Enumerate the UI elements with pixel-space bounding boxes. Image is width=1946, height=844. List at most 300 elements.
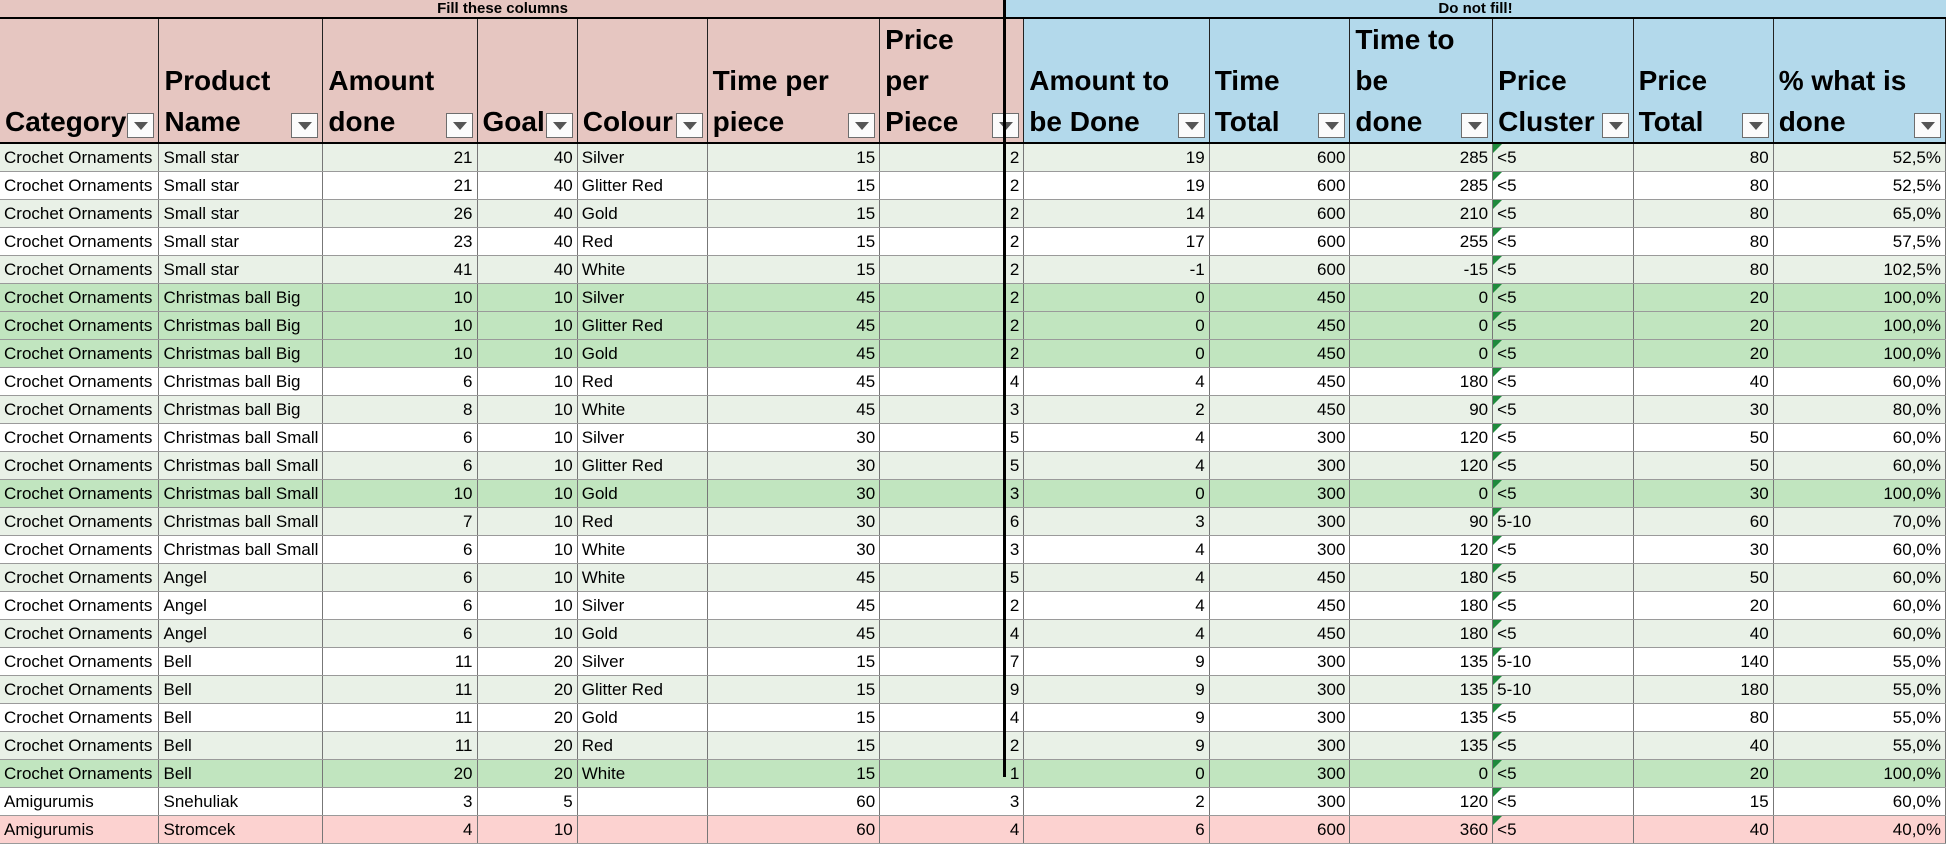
column-header-price-total[interactable] xyxy=(1633,19,1773,143)
cell-amount-done[interactable]: 41 xyxy=(323,256,477,284)
cell-goal[interactable]: 10 xyxy=(477,592,577,620)
cell-category[interactable]: Crochet Ornaments xyxy=(0,480,159,508)
cell-product-name[interactable]: Angel xyxy=(159,620,323,648)
cell-pct-what-is-done[interactable]: 52,5% xyxy=(1773,143,1945,172)
cell-amount-done[interactable]: 10 xyxy=(323,284,477,312)
filter-dropdown-icon[interactable] xyxy=(676,113,703,138)
cell-category[interactable]: Crochet Ornaments xyxy=(0,760,159,788)
cell-goal[interactable]: 40 xyxy=(477,228,577,256)
cell-time-to-be-done[interactable]: 120 xyxy=(1350,424,1493,452)
cell-amount-done[interactable]: 11 xyxy=(323,704,477,732)
cell-goal[interactable]: 40 xyxy=(477,256,577,284)
cell-colour[interactable]: Silver xyxy=(577,284,707,312)
cell-amount-to-be-done[interactable]: 4 xyxy=(1024,536,1209,564)
cell-goal[interactable]: 40 xyxy=(477,200,577,228)
filter-dropdown-icon[interactable] xyxy=(291,113,318,138)
cell-colour[interactable]: Gold xyxy=(577,200,707,228)
cell-product-name[interactable]: Christmas ball Small xyxy=(159,452,323,480)
cell-amount-done[interactable]: 6 xyxy=(323,536,477,564)
cell-time-per-piece[interactable]: 15 xyxy=(707,760,880,788)
cell-amount-to-be-done[interactable]: 0 xyxy=(1024,760,1209,788)
cell-goal[interactable]: 20 xyxy=(477,648,577,676)
filter-dropdown-icon[interactable] xyxy=(848,113,875,138)
cell-pct-what-is-done[interactable]: 100,0% xyxy=(1773,340,1945,368)
cell-colour[interactable]: White xyxy=(577,536,707,564)
cell-price-total[interactable]: 180 xyxy=(1633,676,1773,704)
cell-pct-what-is-done[interactable]: 60,0% xyxy=(1773,564,1945,592)
cell-price-per-piece[interactable]: 2 xyxy=(880,172,1024,200)
cell-time-total[interactable]: 300 xyxy=(1209,732,1350,760)
cell-goal[interactable]: 10 xyxy=(477,620,577,648)
filter-dropdown-icon[interactable] xyxy=(446,113,473,138)
cell-price-cluster[interactable]: <5 xyxy=(1493,452,1633,480)
cell-category[interactable]: Crochet Ornaments xyxy=(0,172,159,200)
cell-colour[interactable]: Red xyxy=(577,508,707,536)
cell-amount-done[interactable]: 10 xyxy=(323,312,477,340)
cell-time-per-piece[interactable]: 15 xyxy=(707,200,880,228)
cell-time-to-be-done[interactable]: 180 xyxy=(1350,564,1493,592)
cell-category[interactable]: Crochet Ornaments xyxy=(0,228,159,256)
cell-category[interactable]: Crochet Ornaments xyxy=(0,564,159,592)
filter-dropdown-icon[interactable] xyxy=(127,113,154,138)
cell-amount-to-be-done[interactable]: 0 xyxy=(1024,480,1209,508)
cell-price-total[interactable]: 40 xyxy=(1633,732,1773,760)
cell-product-name[interactable]: Christmas ball Small xyxy=(159,424,323,452)
cell-time-total[interactable]: 450 xyxy=(1209,396,1350,424)
cell-goal[interactable]: 5 xyxy=(477,788,577,816)
cell-price-per-piece[interactable]: 4 xyxy=(880,620,1024,648)
column-header-amount-to-be-done[interactable] xyxy=(1024,19,1209,143)
cell-category[interactable]: Crochet Ornaments xyxy=(0,424,159,452)
cell-price-per-piece[interactable]: 3 xyxy=(880,396,1024,424)
cell-product-name[interactable]: Angel xyxy=(159,592,323,620)
cell-product-name[interactable]: Christmas ball Small xyxy=(159,480,323,508)
cell-product-name[interactable]: Snehuliak xyxy=(159,788,323,816)
cell-time-per-piece[interactable]: 45 xyxy=(707,564,880,592)
cell-amount-done[interactable]: 7 xyxy=(323,508,477,536)
cell-price-total[interactable]: 20 xyxy=(1633,760,1773,788)
cell-time-per-piece[interactable]: 15 xyxy=(707,256,880,284)
cell-category[interactable]: Crochet Ornaments xyxy=(0,704,159,732)
cell-product-name[interactable]: Bell xyxy=(159,704,323,732)
cell-time-per-piece[interactable]: 30 xyxy=(707,508,880,536)
cell-product-name[interactable]: Bell xyxy=(159,676,323,704)
cell-time-total[interactable]: 300 xyxy=(1209,704,1350,732)
column-header-goal[interactable] xyxy=(477,19,577,143)
cell-time-per-piece[interactable]: 45 xyxy=(707,592,880,620)
cell-time-to-be-done[interactable]: 0 xyxy=(1350,340,1493,368)
cell-time-per-piece[interactable]: 30 xyxy=(707,536,880,564)
cell-time-per-piece[interactable]: 15 xyxy=(707,143,880,172)
cell-product-name[interactable]: Bell xyxy=(159,648,323,676)
column-header-amount-done[interactable] xyxy=(323,19,477,143)
filter-dropdown-icon[interactable] xyxy=(1742,113,1769,138)
cell-pct-what-is-done[interactable]: 100,0% xyxy=(1773,284,1945,312)
cell-price-cluster[interactable]: 5-10 xyxy=(1493,508,1633,536)
cell-time-total[interactable]: 300 xyxy=(1209,424,1350,452)
cell-colour[interactable]: Silver xyxy=(577,592,707,620)
cell-product-name[interactable]: Stromcek xyxy=(159,816,323,844)
cell-amount-to-be-done[interactable]: 9 xyxy=(1024,704,1209,732)
cell-time-total[interactable]: 600 xyxy=(1209,143,1350,172)
cell-time-to-be-done[interactable]: 0 xyxy=(1350,312,1493,340)
cell-amount-done[interactable]: 6 xyxy=(323,452,477,480)
cell-price-total[interactable]: 30 xyxy=(1633,396,1773,424)
cell-amount-to-be-done[interactable]: 19 xyxy=(1024,172,1209,200)
cell-time-per-piece[interactable]: 60 xyxy=(707,816,880,844)
cell-category[interactable]: Crochet Ornaments xyxy=(0,676,159,704)
cell-price-total[interactable]: 80 xyxy=(1633,143,1773,172)
cell-colour[interactable]: Red xyxy=(577,228,707,256)
cell-price-per-piece[interactable]: 2 xyxy=(880,143,1024,172)
cell-product-name[interactable]: Small star xyxy=(159,143,323,172)
cell-time-to-be-done[interactable]: 135 xyxy=(1350,648,1493,676)
cell-time-per-piece[interactable]: 30 xyxy=(707,480,880,508)
cell-time-to-be-done[interactable]: 90 xyxy=(1350,396,1493,424)
cell-category[interactable]: Crochet Ornaments xyxy=(0,340,159,368)
cell-amount-to-be-done[interactable]: 14 xyxy=(1024,200,1209,228)
cell-amount-done[interactable]: 6 xyxy=(323,564,477,592)
cell-time-per-piece[interactable]: 45 xyxy=(707,368,880,396)
cell-price-cluster[interactable]: <5 xyxy=(1493,592,1633,620)
cell-category[interactable]: Amigurumis xyxy=(0,788,159,816)
cell-goal[interactable]: 20 xyxy=(477,732,577,760)
cell-time-per-piece[interactable]: 45 xyxy=(707,620,880,648)
cell-pct-what-is-done[interactable]: 55,0% xyxy=(1773,676,1945,704)
cell-amount-done[interactable]: 21 xyxy=(323,143,477,172)
cell-price-cluster[interactable]: <5 xyxy=(1493,704,1633,732)
cell-price-per-piece[interactable]: 3 xyxy=(880,536,1024,564)
cell-time-total[interactable]: 450 xyxy=(1209,284,1350,312)
cell-price-total[interactable]: 30 xyxy=(1633,480,1773,508)
cell-price-cluster[interactable]: <5 xyxy=(1493,284,1633,312)
cell-colour[interactable]: Gold xyxy=(577,704,707,732)
cell-time-total[interactable]: 300 xyxy=(1209,536,1350,564)
cell-price-per-piece[interactable]: 2 xyxy=(880,592,1024,620)
column-header-pct-what-is-done[interactable] xyxy=(1773,19,1945,143)
cell-price-per-piece[interactable]: 5 xyxy=(880,452,1024,480)
cell-time-total[interactable]: 600 xyxy=(1209,172,1350,200)
cell-amount-to-be-done[interactable]: 4 xyxy=(1024,452,1209,480)
column-header-colour[interactable] xyxy=(577,19,707,143)
cell-amount-done[interactable]: 20 xyxy=(323,760,477,788)
cell-category[interactable]: Crochet Ornaments xyxy=(0,620,159,648)
cell-price-total[interactable]: 20 xyxy=(1633,592,1773,620)
cell-colour[interactable]: Red xyxy=(577,732,707,760)
cell-goal[interactable]: 10 xyxy=(477,312,577,340)
cell-goal[interactable]: 10 xyxy=(477,340,577,368)
cell-product-name[interactable]: Small star xyxy=(159,256,323,284)
cell-amount-to-be-done[interactable]: 2 xyxy=(1024,788,1209,816)
cell-price-cluster[interactable]: 5-10 xyxy=(1493,676,1633,704)
cell-price-cluster[interactable]: <5 xyxy=(1493,760,1633,788)
cell-price-cluster[interactable]: <5 xyxy=(1493,480,1633,508)
cell-pct-what-is-done[interactable]: 60,0% xyxy=(1773,620,1945,648)
cell-time-to-be-done[interactable]: 120 xyxy=(1350,536,1493,564)
cell-amount-to-be-done[interactable]: 0 xyxy=(1024,340,1209,368)
cell-time-to-be-done[interactable]: 0 xyxy=(1350,760,1493,788)
cell-time-to-be-done[interactable]: 180 xyxy=(1350,368,1493,396)
cell-time-per-piece[interactable]: 60 xyxy=(707,788,880,816)
cell-category[interactable]: Crochet Ornaments xyxy=(0,508,159,536)
cell-price-cluster[interactable]: <5 xyxy=(1493,256,1633,284)
cell-time-total[interactable]: 450 xyxy=(1209,340,1350,368)
cell-time-total[interactable]: 450 xyxy=(1209,592,1350,620)
cell-time-to-be-done[interactable]: -15 xyxy=(1350,256,1493,284)
cell-pct-what-is-done[interactable]: 57,5% xyxy=(1773,228,1945,256)
cell-time-to-be-done[interactable]: 210 xyxy=(1350,200,1493,228)
cell-price-per-piece[interactable]: 2 xyxy=(880,284,1024,312)
cell-time-to-be-done[interactable]: 255 xyxy=(1350,228,1493,256)
cell-price-total[interactable]: 80 xyxy=(1633,256,1773,284)
cell-price-cluster[interactable]: <5 xyxy=(1493,732,1633,760)
cell-time-to-be-done[interactable]: 90 xyxy=(1350,508,1493,536)
cell-time-total[interactable]: 300 xyxy=(1209,508,1350,536)
cell-goal[interactable]: 10 xyxy=(477,480,577,508)
cell-goal[interactable]: 10 xyxy=(477,368,577,396)
cell-product-name[interactable]: Bell xyxy=(159,732,323,760)
cell-price-per-piece[interactable]: 4 xyxy=(880,704,1024,732)
cell-amount-done[interactable]: 6 xyxy=(323,424,477,452)
cell-amount-done[interactable]: 8 xyxy=(323,396,477,424)
cell-amount-done[interactable]: 11 xyxy=(323,648,477,676)
cell-price-cluster[interactable]: <5 xyxy=(1493,312,1633,340)
cell-colour[interactable] xyxy=(577,816,707,844)
cell-time-to-be-done[interactable]: 135 xyxy=(1350,704,1493,732)
cell-time-total[interactable]: 300 xyxy=(1209,480,1350,508)
cell-time-to-be-done[interactable]: 0 xyxy=(1350,480,1493,508)
cell-price-cluster[interactable]: <5 xyxy=(1493,816,1633,844)
cell-time-to-be-done[interactable]: 135 xyxy=(1350,732,1493,760)
cell-product-name[interactable]: Christmas ball Big xyxy=(159,312,323,340)
cell-goal[interactable]: 20 xyxy=(477,760,577,788)
cell-price-total[interactable]: 50 xyxy=(1633,564,1773,592)
cell-price-total[interactable]: 80 xyxy=(1633,704,1773,732)
cell-time-total[interactable]: 600 xyxy=(1209,228,1350,256)
cell-amount-to-be-done[interactable]: 9 xyxy=(1024,648,1209,676)
cell-goal[interactable]: 40 xyxy=(477,143,577,172)
cell-price-per-piece[interactable]: 3 xyxy=(880,788,1024,816)
cell-price-total[interactable]: 30 xyxy=(1633,536,1773,564)
cell-product-name[interactable]: Christmas ball Small xyxy=(159,536,323,564)
cell-amount-to-be-done[interactable]: 0 xyxy=(1024,284,1209,312)
cell-amount-done[interactable]: 6 xyxy=(323,592,477,620)
cell-price-total[interactable]: 50 xyxy=(1633,424,1773,452)
cell-amount-done[interactable]: 10 xyxy=(323,340,477,368)
cell-amount-done[interactable]: 11 xyxy=(323,732,477,760)
cell-amount-to-be-done[interactable]: 4 xyxy=(1024,620,1209,648)
cell-price-per-piece[interactable]: 9 xyxy=(880,676,1024,704)
cell-time-to-be-done[interactable]: 285 xyxy=(1350,172,1493,200)
cell-product-name[interactable]: Christmas ball Big xyxy=(159,340,323,368)
cell-amount-to-be-done[interactable]: 9 xyxy=(1024,676,1209,704)
cell-price-total[interactable]: 50 xyxy=(1633,452,1773,480)
cell-price-cluster[interactable]: <5 xyxy=(1493,172,1633,200)
cell-colour[interactable]: Gold xyxy=(577,340,707,368)
cell-time-per-piece[interactable]: 45 xyxy=(707,284,880,312)
cell-time-per-piece[interactable]: 15 xyxy=(707,172,880,200)
cell-colour[interactable] xyxy=(577,788,707,816)
cell-colour[interactable]: Silver xyxy=(577,143,707,172)
cell-pct-what-is-done[interactable]: 60,0% xyxy=(1773,452,1945,480)
cell-product-name[interactable]: Christmas ball Big xyxy=(159,396,323,424)
column-header-product-name[interactable] xyxy=(159,19,323,143)
cell-price-per-piece[interactable]: 4 xyxy=(880,368,1024,396)
cell-price-per-piece[interactable]: 5 xyxy=(880,424,1024,452)
cell-price-total[interactable]: 80 xyxy=(1633,228,1773,256)
cell-time-per-piece[interactable]: 15 xyxy=(707,228,880,256)
cell-price-per-piece[interactable]: 2 xyxy=(880,200,1024,228)
cell-category[interactable]: Crochet Ornaments xyxy=(0,452,159,480)
cell-pct-what-is-done[interactable]: 60,0% xyxy=(1773,424,1945,452)
cell-price-cluster[interactable]: <5 xyxy=(1493,424,1633,452)
cell-time-to-be-done[interactable]: 120 xyxy=(1350,788,1493,816)
cell-amount-to-be-done[interactable]: 3 xyxy=(1024,508,1209,536)
cell-price-per-piece[interactable]: 7 xyxy=(880,648,1024,676)
cell-category[interactable]: Crochet Ornaments xyxy=(0,368,159,396)
cell-goal[interactable]: 10 xyxy=(477,816,577,844)
cell-price-cluster[interactable]: <5 xyxy=(1493,620,1633,648)
cell-price-total[interactable]: 80 xyxy=(1633,200,1773,228)
cell-time-total[interactable]: 600 xyxy=(1209,816,1350,844)
cell-category[interactable]: Crochet Ornaments xyxy=(0,732,159,760)
cell-colour[interactable]: Gold xyxy=(577,480,707,508)
cell-price-cluster[interactable]: <5 xyxy=(1493,368,1633,396)
cell-time-to-be-done[interactable]: 180 xyxy=(1350,592,1493,620)
cell-category[interactable]: Crochet Ornaments xyxy=(0,256,159,284)
cell-time-total[interactable]: 300 xyxy=(1209,648,1350,676)
cell-colour[interactable]: Glitter Red xyxy=(577,452,707,480)
cell-time-per-piece[interactable]: 45 xyxy=(707,396,880,424)
cell-pct-what-is-done[interactable]: 55,0% xyxy=(1773,732,1945,760)
cell-colour[interactable]: White xyxy=(577,256,707,284)
cell-amount-done[interactable]: 10 xyxy=(323,480,477,508)
cell-colour[interactable]: White xyxy=(577,760,707,788)
cell-price-total[interactable]: 20 xyxy=(1633,284,1773,312)
column-header-time-per-piece[interactable] xyxy=(707,19,880,143)
cell-pct-what-is-done[interactable]: 65,0% xyxy=(1773,200,1945,228)
cell-time-per-piece[interactable]: 15 xyxy=(707,732,880,760)
cell-time-total[interactable]: 600 xyxy=(1209,200,1350,228)
cell-time-total[interactable]: 300 xyxy=(1209,760,1350,788)
cell-price-cluster[interactable]: <5 xyxy=(1493,143,1633,172)
cell-time-to-be-done[interactable]: 120 xyxy=(1350,452,1493,480)
cell-time-per-piece[interactable]: 45 xyxy=(707,312,880,340)
cell-product-name[interactable]: Christmas ball Big xyxy=(159,284,323,312)
cell-price-cluster[interactable]: 5-10 xyxy=(1493,648,1633,676)
cell-product-name[interactable]: Small star xyxy=(159,200,323,228)
cell-colour[interactable]: Red xyxy=(577,368,707,396)
cell-price-cluster[interactable]: <5 xyxy=(1493,788,1633,816)
cell-time-per-piece[interactable]: 45 xyxy=(707,340,880,368)
cell-pct-what-is-done[interactable]: 52,5% xyxy=(1773,172,1945,200)
cell-amount-to-be-done[interactable]: 17 xyxy=(1024,228,1209,256)
cell-amount-done[interactable]: 23 xyxy=(323,228,477,256)
cell-price-per-piece[interactable]: 1 xyxy=(880,760,1024,788)
cell-time-total[interactable]: 300 xyxy=(1209,452,1350,480)
cell-amount-to-be-done[interactable]: 2 xyxy=(1024,396,1209,424)
cell-time-total[interactable]: 450 xyxy=(1209,564,1350,592)
cell-time-per-piece[interactable]: 15 xyxy=(707,704,880,732)
cell-time-per-piece[interactable]: 15 xyxy=(707,648,880,676)
cell-colour[interactable]: Silver xyxy=(577,648,707,676)
cell-colour[interactable]: Glitter Red xyxy=(577,676,707,704)
cell-amount-done[interactable]: 26 xyxy=(323,200,477,228)
cell-amount-done[interactable]: 6 xyxy=(323,368,477,396)
cell-pct-what-is-done[interactable]: 60,0% xyxy=(1773,536,1945,564)
cell-pct-what-is-done[interactable]: 100,0% xyxy=(1773,312,1945,340)
cell-product-name[interactable]: Angel xyxy=(159,564,323,592)
cell-amount-done[interactable]: 21 xyxy=(323,172,477,200)
column-header-time-total[interactable] xyxy=(1209,19,1350,143)
cell-time-total[interactable]: 300 xyxy=(1209,676,1350,704)
cell-price-total[interactable]: 15 xyxy=(1633,788,1773,816)
cell-pct-what-is-done[interactable]: 102,5% xyxy=(1773,256,1945,284)
cell-price-per-piece[interactable]: 5 xyxy=(880,564,1024,592)
cell-pct-what-is-done[interactable]: 80,0% xyxy=(1773,396,1945,424)
cell-price-total[interactable]: 60 xyxy=(1633,508,1773,536)
cell-time-to-be-done[interactable]: 0 xyxy=(1350,284,1493,312)
cell-time-total[interactable]: 450 xyxy=(1209,368,1350,396)
cell-goal[interactable]: 10 xyxy=(477,424,577,452)
cell-colour[interactable]: Glitter Red xyxy=(577,172,707,200)
cell-time-per-piece[interactable]: 15 xyxy=(707,676,880,704)
cell-category[interactable]: Crochet Ornaments xyxy=(0,143,159,172)
cell-time-per-piece[interactable]: 30 xyxy=(707,424,880,452)
cell-pct-what-is-done[interactable]: 55,0% xyxy=(1773,704,1945,732)
cell-product-name[interactable]: Small star xyxy=(159,172,323,200)
cell-price-per-piece[interactable]: 2 xyxy=(880,340,1024,368)
cell-price-total[interactable]: 40 xyxy=(1633,368,1773,396)
cell-pct-what-is-done[interactable]: 100,0% xyxy=(1773,760,1945,788)
cell-amount-to-be-done[interactable]: 4 xyxy=(1024,592,1209,620)
filter-dropdown-icon[interactable] xyxy=(1461,113,1488,138)
cell-goal[interactable]: 10 xyxy=(477,564,577,592)
cell-colour[interactable]: Silver xyxy=(577,424,707,452)
cell-goal[interactable]: 40 xyxy=(477,172,577,200)
cell-goal[interactable]: 10 xyxy=(477,508,577,536)
cell-category[interactable]: Crochet Ornaments xyxy=(0,396,159,424)
cell-price-per-piece[interactable]: 6 xyxy=(880,508,1024,536)
cell-product-name[interactable]: Bell xyxy=(159,760,323,788)
cell-goal[interactable]: 10 xyxy=(477,452,577,480)
cell-time-to-be-done[interactable]: 285 xyxy=(1350,143,1493,172)
cell-product-name[interactable]: Small star xyxy=(159,228,323,256)
cell-amount-done[interactable]: 11 xyxy=(323,676,477,704)
cell-goal[interactable]: 10 xyxy=(477,536,577,564)
cell-colour[interactable]: Gold xyxy=(577,620,707,648)
cell-price-per-piece[interactable]: 2 xyxy=(880,256,1024,284)
filter-dropdown-icon[interactable] xyxy=(1602,113,1629,138)
cell-amount-to-be-done[interactable]: 4 xyxy=(1024,564,1209,592)
cell-amount-to-be-done[interactable]: 19 xyxy=(1024,143,1209,172)
cell-price-cluster[interactable]: <5 xyxy=(1493,564,1633,592)
cell-price-total[interactable]: 40 xyxy=(1633,816,1773,844)
cell-price-per-piece[interactable]: 2 xyxy=(880,228,1024,256)
cell-category[interactable]: Crochet Ornaments xyxy=(0,648,159,676)
cell-goal[interactable]: 10 xyxy=(477,396,577,424)
cell-category[interactable]: Crochet Ornaments xyxy=(0,592,159,620)
cell-price-cluster[interactable]: <5 xyxy=(1493,396,1633,424)
cell-category[interactable]: Crochet Ornaments xyxy=(0,536,159,564)
cell-product-name[interactable]: Christmas ball Small xyxy=(159,508,323,536)
cell-price-total[interactable]: 80 xyxy=(1633,172,1773,200)
column-header-time-to-be-done[interactable] xyxy=(1350,19,1493,143)
column-header-category[interactable] xyxy=(0,19,159,143)
cell-goal[interactable]: 10 xyxy=(477,284,577,312)
cell-pct-what-is-done[interactable]: 40,0% xyxy=(1773,816,1945,844)
cell-time-total[interactable]: 450 xyxy=(1209,312,1350,340)
